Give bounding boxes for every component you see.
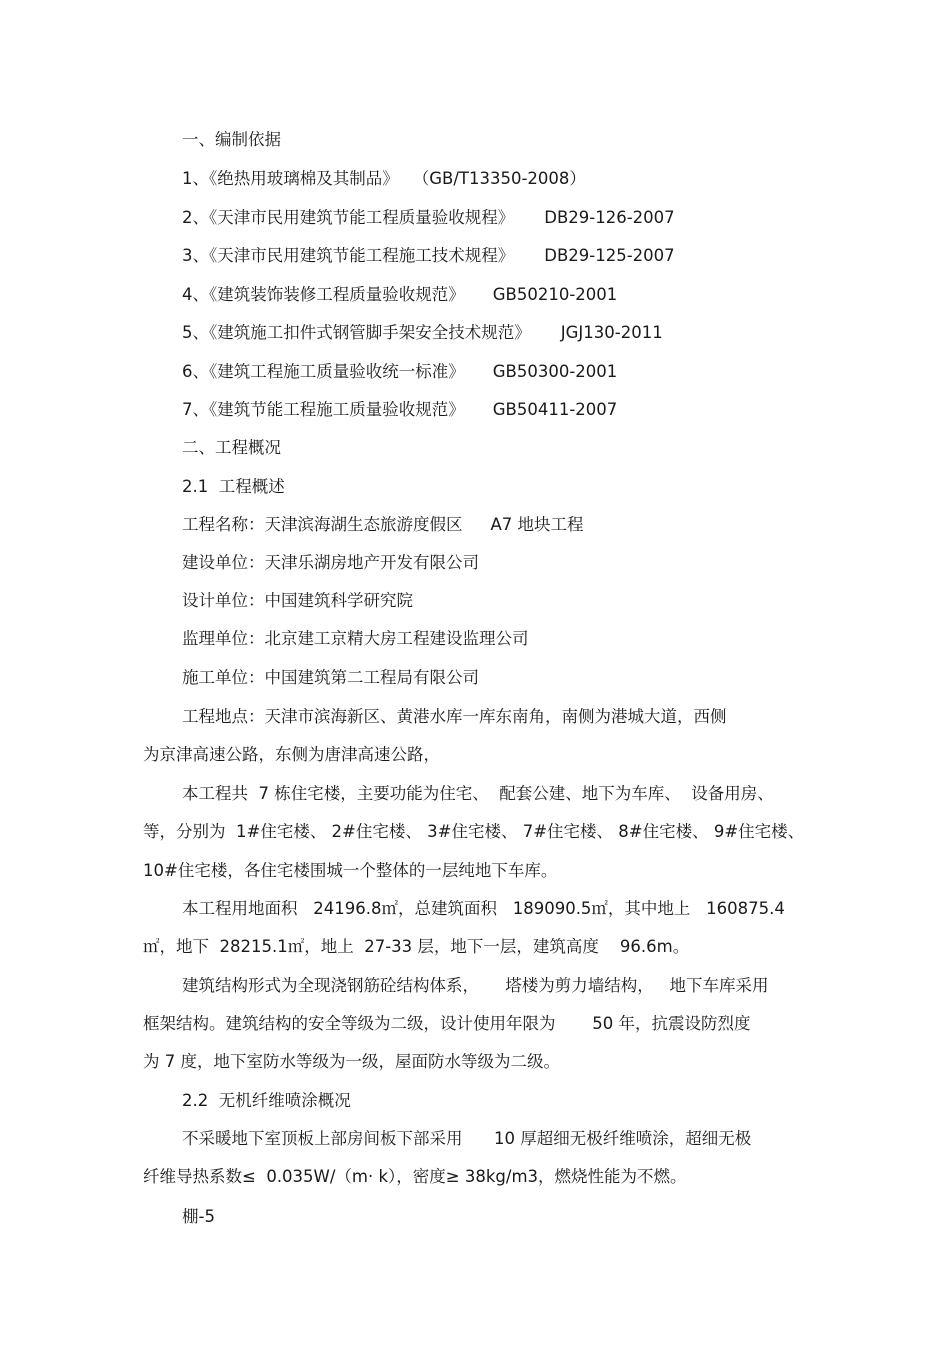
reference-item — [182, 245, 675, 267]
reference-code: GB50300-2001 — [492, 362, 618, 381]
reference-title: 5、《建筑施工扣件式钢管脚手架安全技术规范》 — [182, 323, 531, 342]
supervisor-line: 监理单位：北京建工京精大房工程建设监理公司 — [182, 629, 529, 648]
reference-title: 4、《建筑装饰装修工程质量验收规范》 — [182, 285, 465, 304]
reference-title: 3、《天津市民用建筑节能工程施工技术规程》 — [182, 246, 515, 265]
paragraph-line: ㎡，地下 28215.1㎡，地上 27-33 层，地下一层，建筑高度 96.6m。 — [143, 937, 690, 956]
paragraph-line: 不采暖地下室顶板上部房间板下部采用 10 厚超细无极纤维喷涂，超细无极 — [182, 1129, 752, 1148]
project-name-text: 工程名称：天津滨海湖生态旅游度假区 — [182, 515, 463, 534]
paragraph-line: 等，分别为 1#住宅楼、 2#住宅楼、 3#住宅楼、 7#住宅楼、 8#住宅楼、 9#住宅楼、 — [143, 822, 805, 841]
subsection-heading: 2.1 工程概述 — [182, 477, 285, 496]
paragraph-line: 本工程共 7 栋住宅楼，主要功能为住宅、 配套公建、地下为车库、 设备用房、 — [182, 784, 774, 803]
reference-item — [182, 399, 617, 421]
location-line-2: 为京津高速公路，东侧为唐津高速公路， — [143, 745, 440, 764]
builder-line: 建设单位：天津乐湖房地产开发有限公司 — [182, 553, 479, 572]
reference-code: （GB/T13350-2008） — [412, 169, 586, 188]
subsection-heading: 2.2 无机纤维喷涂概况 — [182, 1091, 351, 1110]
reference-title: 2、《天津市民用建筑节能工程质量验收规程》 — [182, 208, 515, 227]
reference-code: DB29-126-2007 — [544, 208, 675, 227]
project-name-suffix: A7 地块工程 — [490, 515, 584, 534]
paragraph-line: 10#住宅楼，各住宅楼围城一个整体的一层纯地下车库。 — [143, 861, 558, 880]
reference-item — [182, 284, 617, 306]
reference-code: GB50411-2007 — [492, 400, 618, 419]
reference-title: 7、《建筑节能工程施工质量验收规范》 — [182, 400, 465, 419]
reference-title: 6、《建筑工程施工质量验收统一标准》 — [182, 362, 465, 381]
reference-item — [182, 168, 586, 190]
location-line-1: 工程地点：天津市滨海新区、黄港水库一库东南角，南侧为港城大道，西侧 — [182, 707, 727, 726]
section-heading: 二、工程概况 — [182, 438, 281, 457]
paragraph-line: 纤维导热系数≤ 0.035W/（m· k），密度≥ 38kg/m3，燃烧性能为不燃。 — [143, 1167, 687, 1186]
contractor-line: 施工单位：中国建筑第二工程局有限公司 — [182, 668, 479, 687]
reference-code: JGJ130-2011 — [560, 323, 663, 342]
project-name-line — [182, 514, 584, 536]
reference-title: 1、《绝热用玻璃棉及其制品》 — [182, 169, 399, 188]
paragraph-line: 本工程用地面积 24196.8㎡，总建筑面积 189090.5㎡，其中地上 160875.4 — [182, 899, 785, 918]
reference-code: GB50210-2001 — [492, 285, 618, 304]
reference-item — [182, 322, 663, 344]
designer-line: 设计单位：中国建筑科学研究院 — [182, 591, 413, 610]
paragraph-line: 框架结构。建筑结构的安全等级为二级，设计使用年限为 50 年，抗震设防烈度 — [143, 1014, 751, 1033]
reference-item — [182, 207, 675, 229]
reference-code: DB29-125-2007 — [544, 246, 675, 265]
page-tail-text: 棚-5 — [182, 1207, 215, 1226]
reference-item — [182, 361, 617, 383]
paragraph-line: 建筑结构形式为全现浇钢筋砼结构体系， 塔楼为剪力墙结构， 地下车库采用 — [182, 976, 769, 995]
paragraph-line: 为 7 度，地下室防水等级为一级，屋面防水等级为二级。 — [143, 1052, 560, 1071]
section-heading: 一、编制依据 — [182, 130, 281, 149]
